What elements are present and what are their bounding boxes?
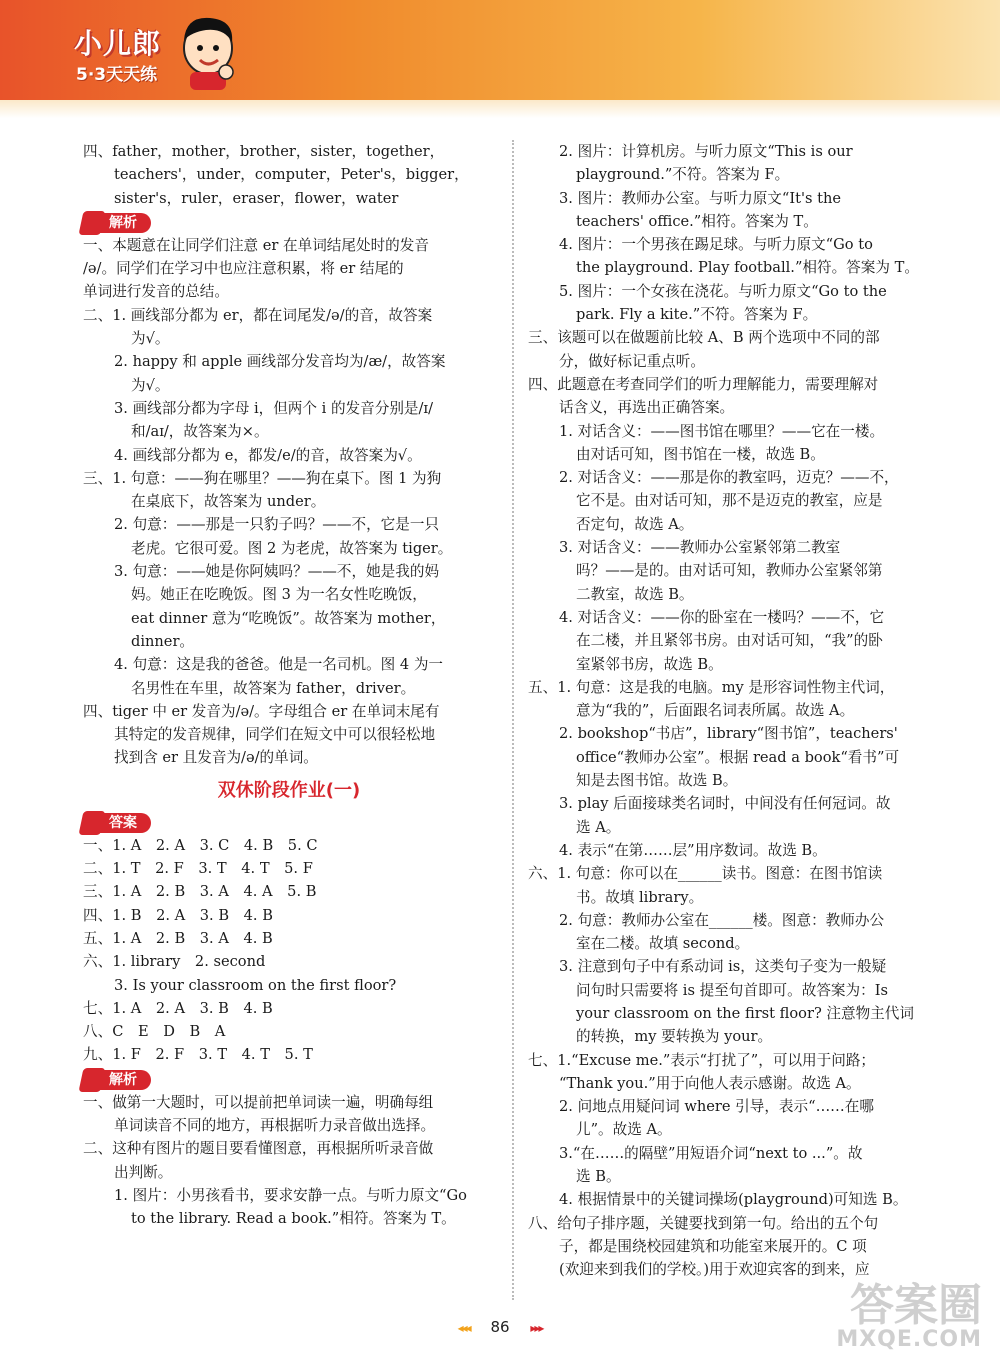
page-number: 86 bbox=[490, 1318, 510, 1336]
text-line: 由对话可知，图书馆在一楼，故选 B。 bbox=[576, 445, 825, 463]
watermark-title: 答案圈 bbox=[850, 1280, 982, 1331]
column-divider bbox=[512, 140, 514, 1300]
text-line: 四、tiger 中 er 发音为/ə/。字母组合 er 在单词末尾有 bbox=[83, 702, 440, 720]
text-line: 三、该题可以在做题前比较 A、B 两个选项中不同的部 bbox=[528, 329, 880, 347]
text-line: 3. 对话含义：——教师办公室紧邻第二教室 bbox=[559, 539, 841, 557]
arrow-right-icon: ▸▸▸ bbox=[530, 1321, 543, 1335]
text-line: 3. 注意到句子中有系动词 is，这类句子变为一般疑 bbox=[559, 958, 887, 976]
text-line: 1. 图片：小男孩看书，要求安静一点。与听力原文“Go bbox=[114, 1186, 467, 1204]
text-line: 二、这种有图片的题目要看懂图意，再根据所听录音做 bbox=[83, 1140, 434, 1158]
text-line: 选 B。 bbox=[576, 1168, 621, 1186]
section-title: 双休阶段作业(一) bbox=[217, 779, 361, 801]
text-line: 室紧邻书房，故选 B。 bbox=[576, 655, 723, 673]
text-line: 三、1. 句意：——狗在哪里？——狗在桌下。图 1 为狗 bbox=[83, 469, 442, 487]
text-line: 3.“在……的隔壁”用短语介词“next to ...”。故 bbox=[559, 1144, 863, 1162]
text-line: 单词读音不同的地方，再根据听力录音做出选择。 bbox=[114, 1116, 436, 1134]
text-line: 书。故填 library。 bbox=[576, 888, 704, 906]
text-line: 吗？——是的。由对话可知，教师办公室紧邻第 bbox=[576, 562, 883, 580]
text-line: 单词进行发音的总结。 bbox=[83, 283, 229, 301]
left-column bbox=[83, 140, 495, 1230]
text-line: 2. 句意：教师办公室在______楼。图意：教师办公 bbox=[559, 911, 885, 929]
text-line: 八、给句子排序题，关键要找到第一句。给出的五个句 bbox=[528, 1214, 879, 1232]
right-column bbox=[528, 140, 933, 1282]
answer-line: 二、1. T 2. F 3. T 4. T 5. F bbox=[83, 860, 313, 878]
text-line: 否定句，故选 A。 bbox=[576, 515, 694, 533]
left-part3 bbox=[83, 1091, 495, 1231]
text-line: 2. 图片：计算机房。与听力原文“This is our bbox=[559, 143, 853, 160]
text-line: 五、1. 句意：这是我的电脑。my 是形容词性物主代词， bbox=[528, 678, 895, 696]
watermark-url: MXQE.COM bbox=[836, 1327, 982, 1352]
left-part1 bbox=[83, 140, 495, 210]
text-line: 2. 句意：——那是一只豹子吗？——不，它是一只 bbox=[114, 516, 440, 534]
text-line: teachers' office.”相符。答案为 T。 bbox=[576, 212, 818, 230]
arrow-left-icon: ◂◂◂ bbox=[457, 1321, 470, 1335]
text-line: 的转换，my 要转换为 your。 bbox=[576, 1028, 773, 1046]
text-line: /ə/。同学们在学习中也应注意积累，将 er 结尾的 bbox=[83, 260, 404, 278]
text-line: 1. 对话含义：——图书馆在哪里？——它在一楼。 bbox=[559, 422, 885, 440]
text-line: 知是去图书馆。故选 B。 bbox=[576, 772, 738, 790]
answer-list bbox=[83, 834, 495, 1067]
header-fade bbox=[0, 100, 1000, 118]
text-line: 4. 句意：这是我的爸爸。他是一名司机。图 4 为一 bbox=[114, 656, 444, 674]
answer-line: 三、1. A 2. B 3. A 4. A 5. B bbox=[83, 883, 317, 901]
answer-line: 3. Is your classroom on the first floor? bbox=[114, 976, 397, 994]
text-line: 4. 画线部分都为 e，都发/e/的音，故答案为√。 bbox=[114, 446, 422, 464]
text-line: 3. 图片：教师办公室。与听力原文“It's the bbox=[559, 189, 842, 207]
text-line: 在桌底下，故答案为 under。 bbox=[131, 493, 326, 511]
text-line: 室在二楼。故填 second。 bbox=[576, 935, 750, 953]
text-line: 4. 根据情景中的关键词操场(playground)可知选 B。 bbox=[559, 1191, 908, 1209]
answer-line: 九、1. F 2. F 3. T 4. T 5. T bbox=[83, 1046, 313, 1064]
text-line: 3. 句意：——她是你阿姨吗？——不，她是我的妈 bbox=[114, 563, 440, 581]
text-line: 四、father，mother，brother，sister，together， bbox=[83, 143, 445, 160]
answer-line: 六、1. library 2. second bbox=[83, 953, 266, 971]
text-line: 二教室，故选 B。 bbox=[576, 585, 694, 603]
text-line: 出判断。 bbox=[114, 1163, 173, 1181]
text-line: 2. 问地点用疑问词 where 引导，表示“……在哪 bbox=[559, 1098, 874, 1116]
text-line: 老虎。它很可爱。图 2 为老虎，故答案为 tiger。 bbox=[131, 539, 453, 557]
text-line: 2. bookshop“书店”，library“图书馆”，teachers' bbox=[559, 725, 898, 743]
text-line: 找到含 er 且发音为/ə/的单词。 bbox=[114, 749, 318, 767]
text-line: teachers'，under，computer，Peter's，bigger， bbox=[114, 166, 469, 184]
text-line: 二、1. 画线部分都为 er，都在词尾发/ə/的音，故答案 bbox=[83, 306, 433, 324]
section-tag-analysis: 解析 bbox=[87, 1070, 151, 1090]
text-line: to the library. Read a book.”相符。答案为 T。 bbox=[131, 1210, 456, 1228]
text-line: the playground. Play football.”相符。答案为 T。 bbox=[576, 259, 919, 277]
brand-subtitle: 5·3天天练 bbox=[76, 65, 158, 85]
section-tag-analysis: 解析 bbox=[87, 213, 151, 233]
text-line: office“教师办公室”。根据 read a book“看书”可 bbox=[576, 748, 900, 766]
answer-line: 一、1. A 2. A 3. C 4. B 5. C bbox=[83, 836, 318, 854]
text-line: playground.”不符。答案为 F。 bbox=[576, 166, 790, 184]
text-line: (欢迎来到我们的学校。)用于欢迎宾客的到来，应 bbox=[559, 1261, 870, 1279]
brand-logo-text: 小儿郎 bbox=[74, 27, 162, 60]
text-line: 它不是。由对话可知，那不是迈克的教室，应是 bbox=[576, 492, 883, 510]
text-line: your classroom on the first floor? 注意物主代词 bbox=[576, 1004, 914, 1022]
text-line: 4. 对话含义：——你的卧室在一楼吗？——不，它 bbox=[559, 608, 885, 626]
text-line: 3. 画线部分都为字母 i，但两个 i 的发音分别是/ɪ/ bbox=[114, 399, 434, 417]
text-line: 为√。 bbox=[131, 330, 170, 348]
text-line: 为√。 bbox=[131, 376, 170, 394]
text-line: 意为“我的”，后面跟名词表所属。故选 A。 bbox=[576, 702, 855, 720]
answer-line: 五、1. A 2. B 3. A 4. B bbox=[83, 929, 273, 947]
answer-line: 八、C E D B A bbox=[83, 1023, 226, 1041]
text-line: 子，都是围绕校园建筑和功能室来展开的。C 项 bbox=[559, 1237, 867, 1255]
text-line: 六、1. 句意：你可以在______读书。图意：在图书馆读 bbox=[528, 865, 883, 883]
text-line: 问句时只需要将 is 提至句首即可。故答案为：Is bbox=[576, 981, 888, 999]
text-line: 一、做第一大题时，可以提前把单词读一遍，明确每组 bbox=[83, 1093, 434, 1111]
text-line: 选 A。 bbox=[576, 818, 621, 836]
text-line: park. Fly a kite.”不符。答案为 F。 bbox=[576, 306, 818, 324]
text-line: 妈。她正在吃晚饭。图 3 为一名女性吃晚饭， bbox=[131, 586, 427, 604]
text-line: 其特定的发音规律，同学们在短文中可以很轻松地 bbox=[114, 726, 436, 744]
text-line: “Thank you.”用于向他人表示感谢。故选 A。 bbox=[559, 1074, 861, 1092]
text-line: 分，做好标记重点听。 bbox=[559, 352, 705, 370]
text-line: 5. 图片：一个女孩在浇花。与听力原文“Go to the bbox=[559, 282, 887, 300]
text-line: 4. 表示“在第……层”用序数词。故选 B。 bbox=[559, 841, 827, 859]
text-line: dinner。 bbox=[131, 632, 195, 650]
text-line: 2. 对话含义：——那是你的教室吗，迈克？——不， bbox=[559, 469, 899, 487]
answer-line: 七、1. A 2. A 3. B 4. B bbox=[83, 999, 273, 1017]
text-line: sister's，ruler，eraser，flower，water bbox=[114, 189, 399, 207]
text-line: 一、本题意在让同学们注意 er 在单词结尾处时的发音 bbox=[83, 236, 429, 254]
text-line: 四、此题意在考查同学们的听力理解能力，需要理解对 bbox=[528, 375, 879, 393]
text-line: 七、1.“Excuse me.”表示“打扰了”，可以用于问路； bbox=[528, 1051, 876, 1069]
text-line: eat dinner 意为“吃晚饭”。故答案为 mother， bbox=[131, 609, 446, 627]
text-line: 名男性在车里，故答案为 father，driver。 bbox=[131, 679, 416, 697]
left-part2 bbox=[83, 234, 495, 770]
text-line: 在二楼，并且紧邻书房。由对话可知，“我”的卧 bbox=[576, 632, 883, 650]
section-tag-answers: 答案 bbox=[87, 813, 151, 833]
text-line: 话含义，再选出正确答案。 bbox=[559, 399, 735, 417]
text-line: 2. happy 和 apple 画线部分发音均为/æ/，故答案 bbox=[114, 353, 446, 371]
answer-line: 四、1. B 2. A 3. B 4. B bbox=[83, 906, 273, 924]
text-line: 3. play 后面接球类名词时，中间没有任何冠词。故 bbox=[559, 795, 891, 813]
text-line: 和/aɪ/，故答案为×。 bbox=[131, 423, 269, 441]
text-line: 儿”。故选 A。 bbox=[576, 1121, 672, 1139]
watermark bbox=[836, 1280, 982, 1352]
mascot-boy-icon bbox=[176, 10, 240, 92]
text-line: 4. 图片：一个男孩在踢足球。与听力原文“Go to bbox=[559, 236, 873, 254]
